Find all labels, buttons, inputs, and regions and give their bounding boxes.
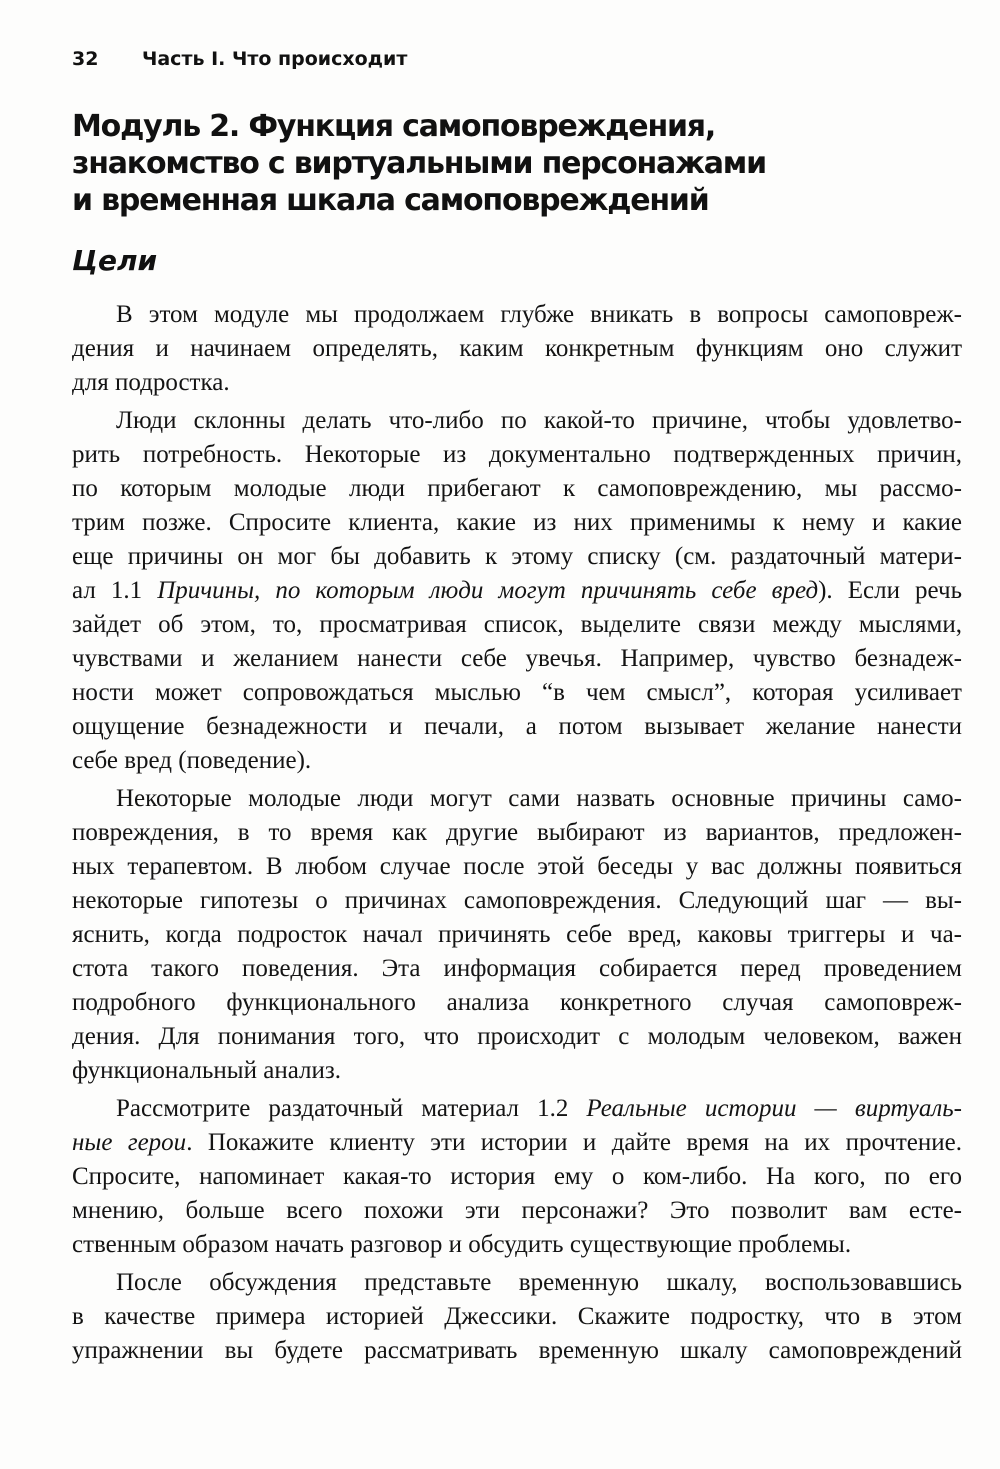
text-line: дения. Для понимания того, что происходит с молодым человеком, важен (72, 1023, 962, 1050)
paragraph-1 (72, 298, 962, 400)
paragraph-5 (72, 1266, 962, 1368)
running-title: Часть I. Что происходит (142, 48, 408, 70)
text-line (72, 1126, 962, 1160)
text-line: в качестве примера историей Джессики. Скажите подростку, что в этом (72, 1303, 962, 1330)
text-line: функциональный анализ. (72, 1057, 342, 1084)
running-head (72, 48, 407, 70)
text-line: ственным образом начать разговор и обсудить существующие проблемы. (72, 1231, 852, 1258)
text-line: После обсуждения представьте временную шкалу, воспользовавшись (116, 1269, 962, 1296)
module-title-line-2: знакомство с виртуальными персонажами (72, 146, 766, 181)
module-title-line-3: и временная шкала самоповреждений (72, 183, 709, 218)
text-line: повреждения, в то время как другие выбирают из вариантов, предложен- (72, 819, 962, 846)
text-line (72, 574, 962, 608)
text-line: подробного функционального анализа конкретного случая самоповреж- (72, 989, 962, 1016)
text-line: трим позже. Спросите клиента, какие из них применимы к нему и какие (72, 509, 962, 536)
text-line: зайдет об этом, то, просматривая список, выделите связи между мыслями, (72, 611, 962, 638)
text-line: рить потребность. Некоторые из документально подтвержденных причин, (72, 441, 962, 468)
body-text (72, 298, 962, 1368)
text-line: Некоторые молодые люди могут сами назвать основные причины само- (116, 785, 962, 812)
text-line: стота такого поведения. Эта информация собирается перед проведением (72, 955, 962, 982)
section-heading-goals: Цели (72, 244, 158, 277)
text-line: по которым молодые люди прибегают к самоповреждению, мы рассмо- (72, 475, 962, 502)
text-line (72, 1092, 962, 1126)
paragraph-3 (72, 782, 962, 1088)
handout-title-stories-cont: ные герои (72, 1129, 187, 1156)
text-line: яснить, когда подросток начал причинять себе вред, каковы триггеры и ча- (72, 921, 962, 948)
text-line: Спросите, напоминает какая-то история ему о ком-либо. На кого, по его (72, 1163, 962, 1190)
text-line: Люди склонны делать что-либо по какой-то причине, чтобы удовлетво- (116, 407, 962, 434)
text-line: чувствами и желанием нанести себе увечья. Например, чувство безнадеж- (72, 645, 962, 672)
module-title-line-1: Модуль 2. Функция самоповреждения, (72, 109, 716, 144)
text-line: ощущение безнадежности и печали, а потом вызывает желание нанести (72, 713, 962, 740)
module-title (72, 108, 962, 219)
text-line: мнению, больше всего похожи эти персонажи? Это позволит вам есте- (72, 1197, 962, 1224)
text-line: дения и начинаем определять, каким конкретным функциям оно служит (72, 335, 962, 362)
handout-title-stories: Реальные истории — виртуаль- (586, 1095, 962, 1122)
text-line: упражнении вы будете рассматривать временную шкалу самоповреждений (72, 1337, 962, 1364)
text-line: для подростка. (72, 369, 230, 396)
handout-title-reasons: Причины, по которым люди могут причинять себе вред (157, 577, 819, 604)
text-run: . Покажите клиенту эти истории и дайте время на их прочтение. (186, 1129, 963, 1156)
text-line: некоторые гипотезы о причинах самоповреждения. Следующий шаг — вы- (72, 887, 962, 914)
text-line: В этом модуле мы продолжаем глубже вникать в вопросы самоповреж- (116, 301, 962, 328)
paragraph-2 (72, 404, 962, 778)
text-run: ал 1.1 (72, 577, 158, 604)
text-line: ных терапевтом. В любом случае после этой беседы у вас должны появиться (72, 853, 962, 880)
text-line: себе вред (поведение). (72, 747, 312, 774)
page-number: 32 (72, 48, 99, 70)
paragraph-4 (72, 1092, 962, 1262)
text-run: Рассмотрите раздаточный материал 1.2 (116, 1095, 587, 1122)
text-run: ). Если речь (818, 577, 962, 604)
text-line: ности может сопровождаться мыслью “в чем смысл”, которая усиливает (72, 679, 962, 706)
text-line: еще причины он мог бы добавить к этому списку (см. раздаточный матери- (72, 543, 962, 570)
